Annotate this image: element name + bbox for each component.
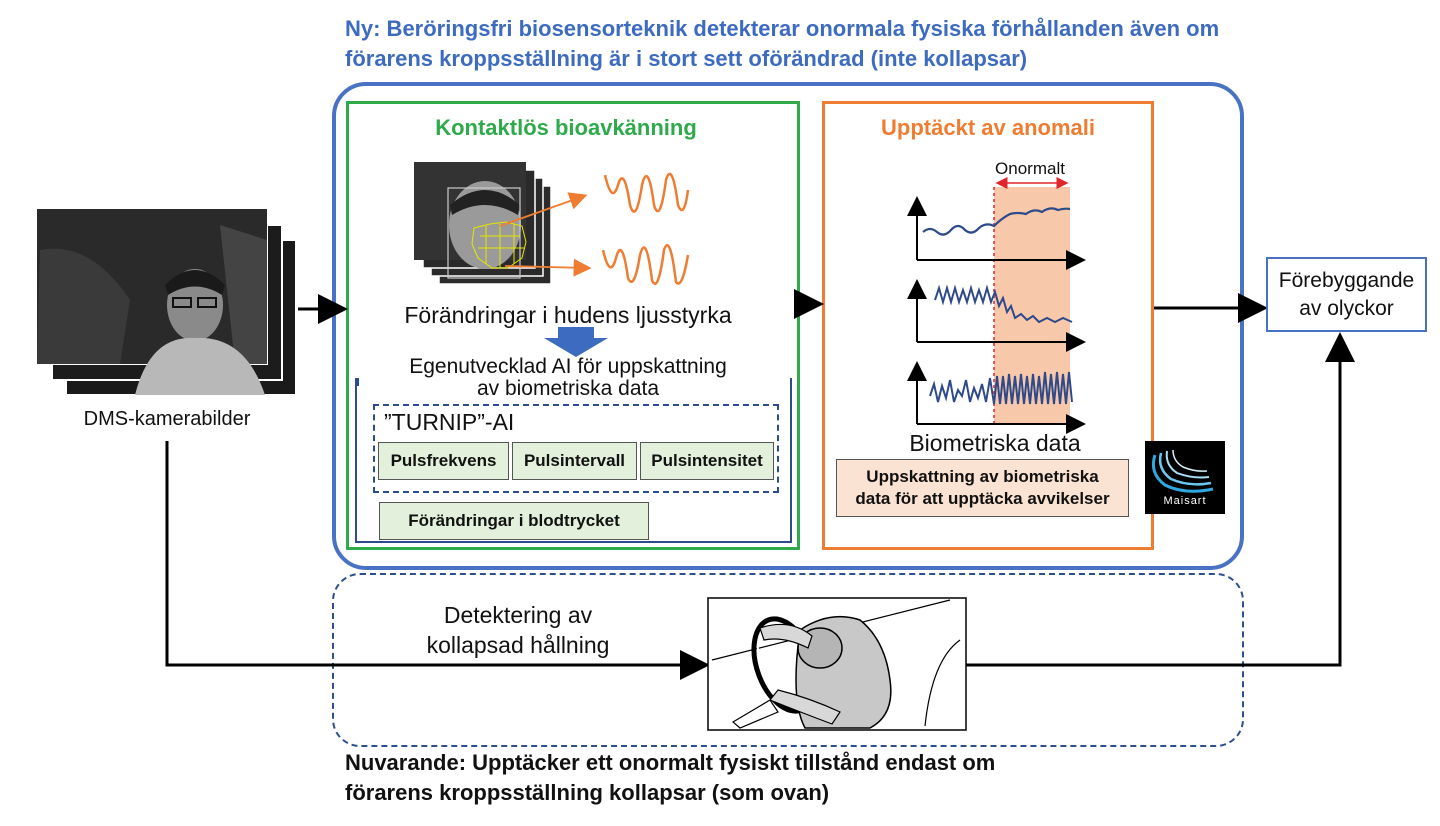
pulse-intensity-chip: Pulsintensitet <box>640 442 774 480</box>
skin-brightness-caption: Förändringar i hudens ljusstyrka <box>404 302 732 328</box>
current-title-line-2: förarens kroppsställning kollapsar (som ovan) <box>345 780 830 805</box>
new-title-line-1: Ny: Beröringsfri biosensorteknik detekterar onormala fysiska förhållanden även om <box>345 16 1220 41</box>
prevention-line-2: av olyckor <box>1299 297 1394 320</box>
pulse-rate-chip: Pulsfrekvens <box>378 442 509 480</box>
ai-caption-line-2: av biometriska data <box>476 377 660 400</box>
collapsed-caption-line-1: Detektering av <box>443 602 593 628</box>
ai-caption-line-1: Egenutvecklad AI för uppskattning <box>409 355 727 378</box>
camera-label: DMS-kamerabilder <box>83 408 251 430</box>
current-title-line-1: Nuvarande: Upptäcker ett onormalt fysiskt tillstånd endast om <box>345 750 996 775</box>
new-title-line-2: förarens kroppsställning är i stort sett oförändrad (inte kollapsar) <box>345 46 1028 71</box>
current-approach-title <box>345 748 1245 808</box>
down-arrow <box>544 327 608 357</box>
estimation-line-1: Uppskattning av biometriska <box>866 467 1099 486</box>
maisart-logo-text: Maisart <box>1163 495 1207 507</box>
face-crop-stack <box>414 162 551 284</box>
accident-prevention-box <box>1266 257 1427 332</box>
camera-image-stack <box>37 209 296 395</box>
prevention-line-1: Förebyggande <box>1278 269 1415 292</box>
blood-pressure-chip: Förändringar i blodtrycket <box>379 502 649 540</box>
abnormal-label: Onormalt <box>995 159 1065 178</box>
anomaly-title: Upptäckt av anomali <box>881 115 1095 140</box>
pulse-wave-top <box>605 174 688 212</box>
collapsed-posture-caption <box>388 600 648 660</box>
pulse-interval-chip: Pulsintervall <box>512 442 637 480</box>
contactless-title: Kontaktlös bioavkänning <box>435 115 697 140</box>
collapsed-driver-illustration <box>708 598 966 730</box>
biometric-data-caption: Biometriska data <box>909 430 1081 456</box>
turnip-ai-label: ”TURNIP”-AI <box>384 409 515 435</box>
maisart-logo <box>1145 441 1225 514</box>
estimation-line-2: data för att upptäcka avvikelser <box>855 489 1110 508</box>
estimation-box <box>836 459 1129 517</box>
collapsed-caption-line-2: kollapsad hållning <box>426 632 610 658</box>
pulse-wave-bottom <box>603 245 688 284</box>
